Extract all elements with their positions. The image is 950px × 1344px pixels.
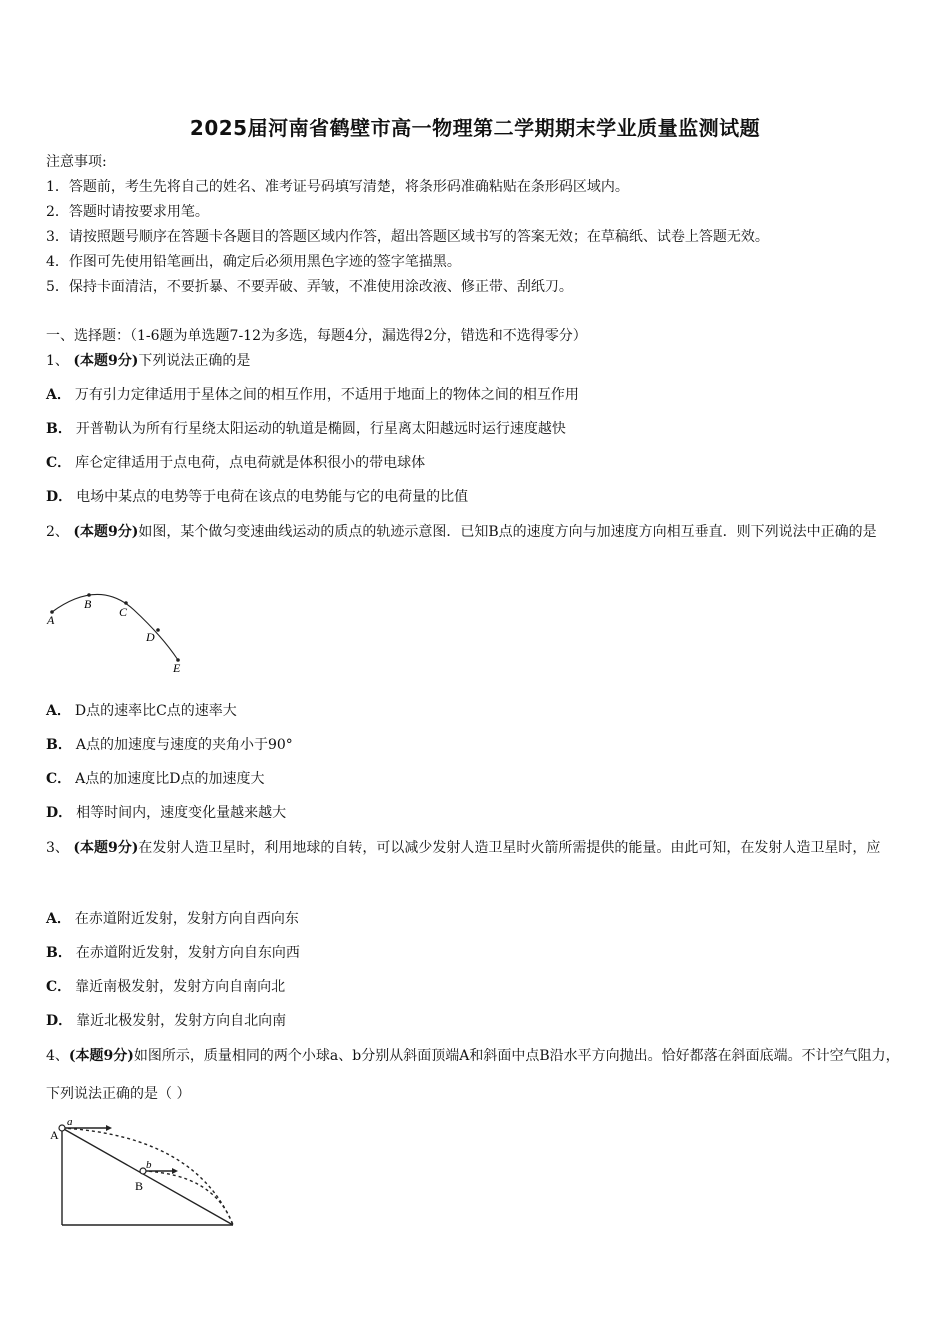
option-a [46, 385, 910, 405]
question-text: 下列说法正确的是 [138, 353, 251, 369]
option-text: 电场中某点的电势等于电荷在该点的电势能与它的电荷量的比值 [76, 489, 469, 505]
option-letter: B． [46, 421, 72, 437]
option-text: 万有引力定律适用于星体之间的相互作用，不适用于地面上的物体之间的相互作用 [74, 387, 579, 403]
question-text: 在发射人造卫星时，利用地球的自转，可以减少发射人造卫星时火箭所需提供的能量。由此可知，在发射人造卫星时，应 [138, 840, 881, 856]
option-letter: D． [46, 805, 73, 821]
notice-item: 2．答题时请按要求用笔。 [46, 204, 209, 220]
option-letter: A． [46, 387, 71, 403]
label-point-a: A [50, 1128, 59, 1142]
arrow-head-a [106, 1125, 112, 1131]
option-letter: A． [46, 911, 71, 927]
page-title: 2025届河南省鹤壁市高一物理第二学期期末学业质量监测试题 [189, 116, 761, 140]
option-letter: D． [46, 1013, 73, 1029]
question-score: (本题9分) [73, 524, 139, 540]
option-d [46, 487, 910, 507]
point-d [156, 628, 160, 632]
option-b [46, 943, 910, 963]
option-a [46, 701, 910, 721]
option-letter: B． [46, 737, 72, 753]
option-text: 开普勒认为所有行星绕太阳运动的轨道是椭圆，行星离太阳越远时运行速度越快 [75, 421, 566, 437]
option-text: D点的速率比C点的速率大 [74, 703, 237, 719]
option-letter: C． [46, 455, 72, 471]
option-letter: C． [46, 979, 72, 995]
question-4-stem [46, 1037, 910, 1113]
option-text: 库仑定律适用于点电荷，点电荷就是体积很小的带电球体 [75, 455, 426, 471]
option-d [46, 803, 910, 823]
option-c [46, 453, 910, 473]
option-text: A点的加速度与速度的夹角小于90° [75, 737, 293, 753]
label-point-b: B [135, 1179, 144, 1193]
trajectory-curve [52, 594, 178, 660]
label-a: A [47, 613, 55, 627]
question-number: 4、 [46, 1048, 69, 1064]
question-text: 如图，某个做匀变速曲线运动的质点的轨迹示意图．已知B点的速度方向与加速度方向相互垂直．则下列说法中正确的是 [138, 524, 877, 540]
option-text: 在赤道附近发射，发射方向自西向东 [74, 911, 299, 927]
option-text: 靠近北极发射，发射方向自北向南 [76, 1013, 287, 1029]
incline-slope [62, 1128, 233, 1225]
question-score: (本题9分) [68, 1048, 134, 1064]
question-number: 1、 [46, 353, 69, 369]
notice-item: 1．答题前，考生先将自己的姓名、准考证号码填写清楚，将条形码准确粘贴在条形码区域内。 [46, 179, 629, 195]
question-score: (本题9分) [73, 353, 139, 369]
question-text: 如图所示，质量相同的两个小球a、b分别从斜面顶端A和斜面中点B沿水平方向抛出。恰好都落在斜面底端。不计空气阻力，下列说法正确的是（ ） [46, 1048, 900, 1102]
question-2-stem [46, 513, 910, 551]
notice-item: 5．保持卡面清洁，不要折暴、不要弄破、弄皱，不准使用涂改液、修正带、刮纸刀。 [46, 279, 573, 295]
option-c [46, 769, 910, 789]
option-letter: B． [46, 945, 72, 961]
question-3-stem [46, 829, 910, 867]
label-d: D [146, 630, 155, 644]
label-ball-a: a [67, 1116, 73, 1128]
option-b [46, 419, 910, 439]
option-letter: A． [46, 703, 71, 719]
option-c [46, 977, 910, 997]
section-heading: 一、选择题：（1-6题为单选题7-12为多选，每题4分，漏选得2分，错选和不选得零分） [46, 328, 587, 344]
label-ball-b: b [146, 1159, 152, 1171]
question-number: 3、 [46, 840, 69, 856]
incline-figure [46, 1112, 246, 1230]
notice-item: 4．作图可先使用铅笔画出，确定后必须用黑色字迹的签字笔描黑。 [46, 254, 461, 270]
option-letter: C． [46, 771, 72, 787]
arrow-head-b [172, 1168, 178, 1174]
option-a [46, 909, 910, 929]
notice-item: 3．请按照题号顺序在答题卡各题目的答题区域内作答，超出答题区域书写的答案无效；在草稿纸、试卷上答题无效。 [46, 229, 769, 245]
question-number: 2、 [46, 524, 69, 540]
option-text: A点的加速度比D点的加速度大 [75, 771, 265, 787]
option-b [46, 735, 910, 755]
option-d [46, 1011, 910, 1031]
question-1-stem [46, 351, 910, 371]
option-text: 在赤道附近发射，发射方向自东向西 [75, 945, 300, 961]
option-letter: D． [46, 489, 73, 505]
label-c: C [119, 605, 128, 619]
question-score: (本题9分) [73, 840, 139, 856]
option-text: 靠近南极发射，发射方向自南向北 [75, 979, 286, 995]
option-text: 相等时间内，速度变化量越来越大 [76, 805, 287, 821]
ball-a [59, 1125, 65, 1131]
label-b: B [84, 597, 92, 611]
label-e: E [173, 661, 181, 675]
notice-heading: 注意事项: [46, 154, 107, 170]
trajectory-figure [44, 590, 194, 675]
